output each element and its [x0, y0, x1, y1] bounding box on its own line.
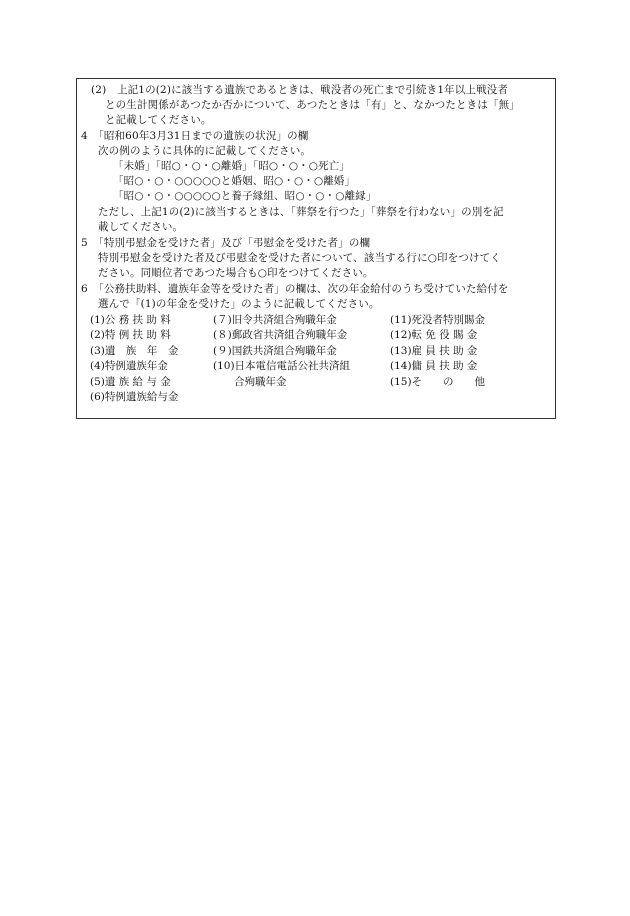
pension-list-item: 合殉職年金: [213, 376, 287, 388]
section4-example-2: 「昭○・○・○○○○○と婚姻、昭○・○・○離婚」: [113, 175, 356, 187]
pension-list-item: (1)公 務 扶 助 料: [90, 314, 171, 326]
section4-note-2: 載してください。: [98, 221, 184, 233]
section4-note-1: ただし、上記1の(2)に該当するときは、「葬祭を行つた」「葬祭を行わない」の別を記: [98, 206, 504, 218]
section2-line-2: との生計関係があつたか否かについて、あつたときは「有」と、なかつたときは「無」: [105, 99, 520, 111]
section5-line-2: ださい。同順位者であつた場合も○印をつけてください。: [98, 267, 374, 279]
pension-list-item: (3)遺 族 年 金: [90, 345, 179, 357]
section4-example-3: 「昭○・○・○○○○○と養子縁組、昭○・○・○離縁」: [113, 190, 377, 202]
section2-line-3: と記載してください。: [105, 114, 212, 126]
pension-list-item: (９)国鉄共済組合殉職年金: [213, 345, 337, 357]
section4-heading: 4 「昭和60年3月31日までの遺族の状況」の欄: [81, 130, 309, 142]
section6-line-1: 6 「公務扶助料、遺族年金等を受けた者」の欄は、次の年金給付のうち受けていた給付を: [81, 283, 509, 295]
pension-list-item: (８)郵政省共済組合殉職年金: [213, 329, 348, 341]
pension-list-item: (12)転 免 役 賜 金: [390, 329, 478, 341]
pension-list-item: (5)遺 族 給 与 金: [90, 376, 171, 388]
pension-list-item: (10)日本電信電話公社共済組: [213, 360, 351, 372]
section5-heading: 5 「特別弔慰金を受けた者」及び「弔慰金を受けた者」の欄: [81, 237, 371, 249]
pension-list-item: (6)特例遺族給与金: [90, 391, 179, 403]
pension-list-item: (７)旧令共済組合殉職年金: [213, 314, 337, 326]
pension-list-item: (11)死没者特別賜金: [390, 314, 486, 326]
section4-intro: 次の例のように具体的に記載してください。: [98, 145, 311, 157]
section4-example-1: 「未婚」「昭○・○・○離婚」「昭○・○・○死亡」: [113, 160, 351, 172]
pension-list-item: (14)傭 員 扶 助 金: [390, 360, 478, 372]
pension-list-item: (15)そ の 他: [390, 376, 486, 388]
pension-list-item: (2)特 例 扶 助 料: [90, 329, 171, 341]
pension-list-item: (4)特例遺族年金: [90, 360, 168, 372]
section2-line-1: (2) 上記1の(2)に該当する遺族であるときは、戦没者の死亡まで引続き1年以上戦没者: [91, 84, 509, 96]
section6-line-2: 選んで「(1)の年金を受けた」のように記載してください。: [98, 298, 380, 310]
section5-line-1: 特別弔慰金を受けた者及び弔慰金を受けた者について、該当する行に○印をつけてく: [98, 252, 501, 264]
pension-list-item: (13)雇 員 扶 助 金: [390, 345, 478, 357]
